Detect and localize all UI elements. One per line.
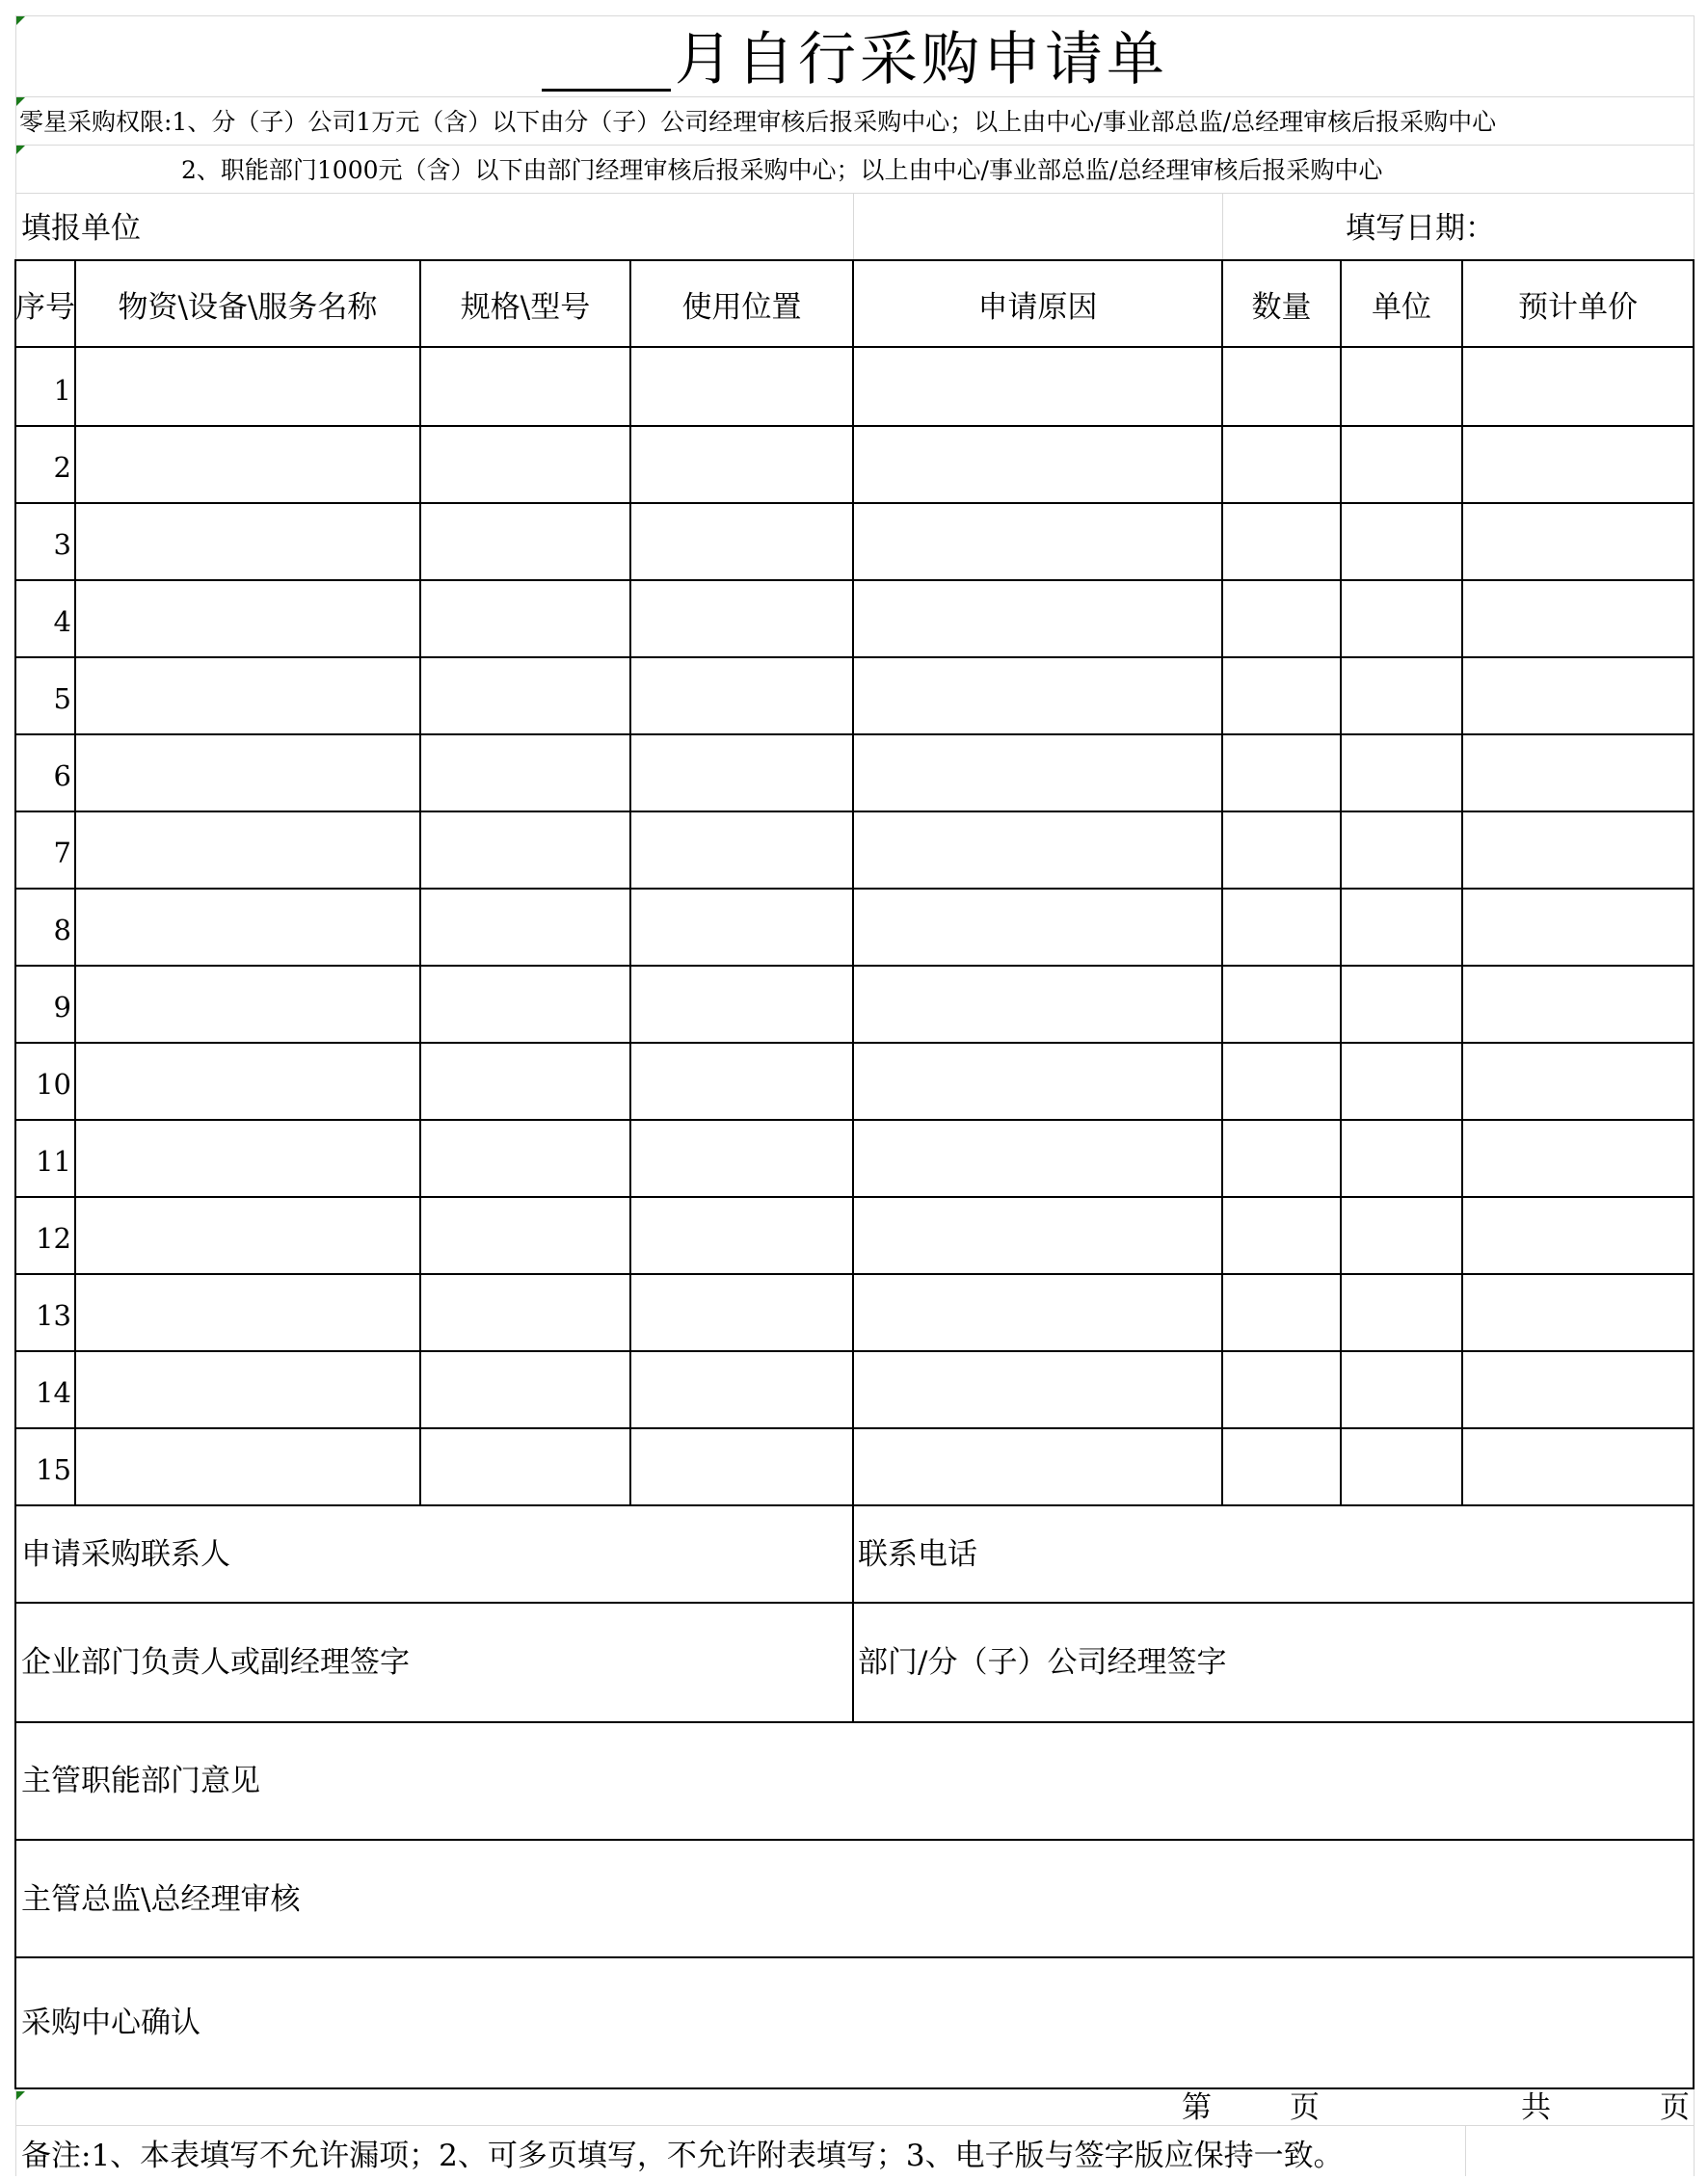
table-border — [1221, 259, 1223, 1506]
table-border — [15, 1042, 1695, 1044]
cell-corner-mark — [16, 16, 25, 25]
row-number: 2 — [53, 451, 71, 484]
gridline — [853, 193, 854, 260]
page-prefix: 第 — [1182, 2090, 1212, 2125]
table-border — [15, 965, 1695, 967]
note-line-2: 2、职能部门1000元（含）以下由部门经理审核后报采购中心；以上由中心/事业部总监/总经理审核后报采购中心 — [181, 156, 1383, 184]
table-border — [15, 1350, 1695, 1352]
column-header-location: 使用位置 — [681, 289, 802, 325]
table-border — [629, 259, 631, 1506]
fill-unit-label: 填报单位 — [21, 211, 141, 246]
table-border — [852, 259, 854, 1723]
row-number: 12 — [36, 1222, 71, 1255]
table-border — [15, 888, 1695, 890]
row-number: 14 — [36, 1376, 71, 1409]
note-line-1: 零星采购权限:1、分（子）公司1万元（含）以下由分（子）公司经理审核后报采购中心；以上由中心/事业部总监/总经理审核后报采购中心 — [19, 108, 1497, 136]
column-header-item-name: 物资\设备\服务名称 — [118, 289, 378, 325]
table-border — [15, 1427, 1695, 1429]
gridline — [1465, 2125, 1466, 2176]
fill-date-label: 填写日期： — [1346, 211, 1495, 246]
row-number: 3 — [53, 528, 71, 561]
row-number: 5 — [53, 682, 71, 715]
manager-sign-label: 部门/分（子）公司经理签字 — [858, 1645, 1227, 1680]
gridline — [1222, 193, 1223, 260]
row-number: 9 — [53, 991, 71, 1024]
table-border — [1340, 259, 1342, 1506]
cell-corner-mark — [16, 97, 25, 106]
row-number: 11 — [36, 1145, 71, 1178]
column-header-unit-price: 预计单价 — [1518, 289, 1638, 325]
row-number: 1 — [53, 374, 71, 407]
gridline — [1694, 15, 1695, 260]
table-border — [15, 1721, 1695, 1723]
total-prefix: 共 — [1521, 2090, 1551, 2125]
contact-person-label: 申请采购联系人 — [21, 1537, 230, 1572]
title-month-blank[interactable] — [542, 89, 671, 92]
table-border — [15, 1273, 1695, 1275]
table-border — [15, 579, 1695, 581]
director-review-label: 主管总监\总经理审核 — [21, 1882, 301, 1917]
row-number: 8 — [53, 914, 71, 946]
functional-dept-opinion-label: 主管职能部门意见 — [21, 1764, 260, 1798]
gridline — [15, 15, 1695, 16]
table-border — [15, 1504, 1695, 1506]
contact-phone-label: 联系电话 — [858, 1537, 977, 1572]
column-header-spec: 规格\型号 — [460, 289, 591, 325]
table-border — [419, 259, 421, 1506]
table-border — [15, 656, 1695, 658]
table-border — [15, 811, 1695, 812]
table-border — [15, 425, 1695, 427]
gridline — [15, 96, 1695, 97]
table-border — [15, 1839, 1695, 1841]
table-border — [14, 259, 16, 2089]
procurement-confirm-label: 采购中心确认 — [21, 2006, 200, 2040]
row-number: 13 — [36, 1299, 71, 1332]
total-suffix: 页 — [1660, 2090, 1690, 2125]
row-number: 4 — [53, 605, 71, 638]
cell-corner-mark — [16, 2091, 25, 2100]
gridline — [15, 193, 1695, 194]
table-border — [74, 259, 76, 1506]
column-header-unit: 单位 — [1372, 289, 1431, 325]
column-header-reason: 申请原因 — [977, 289, 1098, 325]
row-number: 7 — [53, 837, 71, 869]
remark-note: 备注:1、本表填写不允许漏项；2、可多页填写，不允许附表填写；3、电子版与签字版应保持一致。 — [21, 2139, 1344, 2173]
table-border — [15, 1956, 1695, 1958]
gridline — [1694, 2089, 1695, 2176]
gridline — [15, 15, 16, 260]
table-border — [15, 1196, 1695, 1198]
gridline — [15, 145, 1695, 146]
dept-head-sign-label: 企业部门负责人或副经理签字 — [21, 1645, 410, 1680]
table-border — [15, 1602, 1695, 1604]
column-header-quantity: 数量 — [1251, 289, 1312, 325]
page-title: 月自行采购申请单 — [675, 26, 1168, 93]
row-number: 10 — [36, 1068, 71, 1101]
row-number: 6 — [53, 759, 71, 792]
table-border — [1693, 259, 1695, 2089]
table-border — [15, 733, 1695, 735]
gridline — [15, 2089, 16, 2176]
table-border — [1461, 259, 1463, 1506]
cell-corner-mark — [16, 146, 25, 154]
row-number: 15 — [36, 1453, 71, 1486]
table-border — [15, 1119, 1695, 1121]
table-border — [15, 502, 1695, 504]
column-header-seq: 序号 — [15, 289, 75, 325]
table-border — [15, 2087, 1695, 2089]
gridline — [15, 2125, 1695, 2126]
page-suffix: 页 — [1290, 2090, 1320, 2125]
